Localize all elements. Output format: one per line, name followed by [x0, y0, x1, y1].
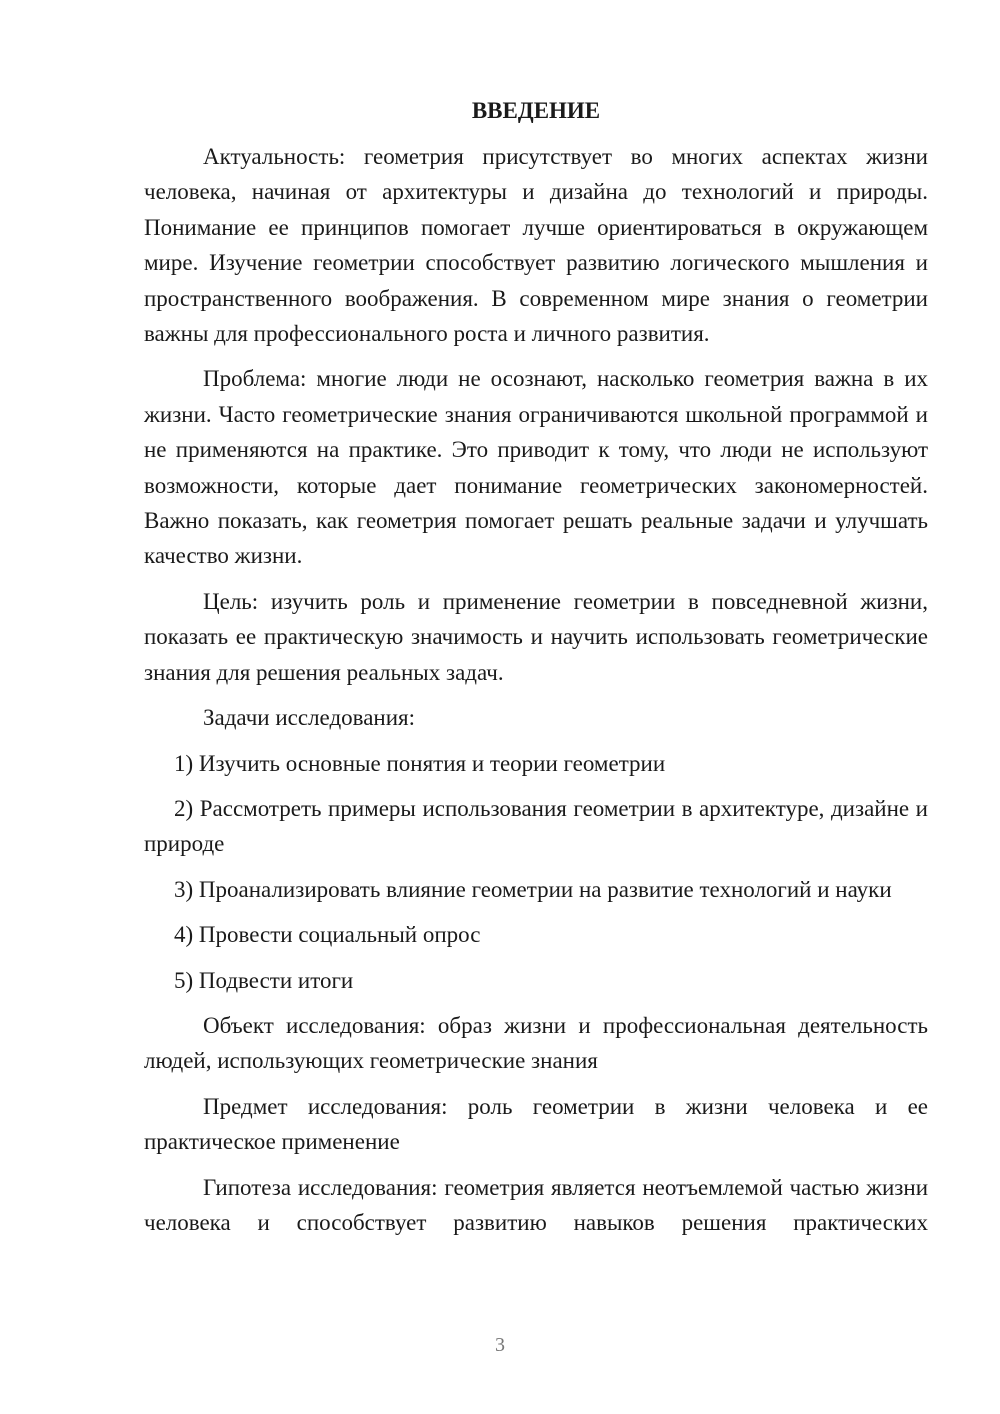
task-item-3: 3) Проанализировать влияние геометрии на развитие технологий и науки [174, 876, 892, 902]
subject-paragraph: Предмет исследования: роль геометрии в жизни человека и ее практическое применение [144, 1093, 928, 1155]
hypothesis-paragraph: Гипотеза исследования: геометрия является неотъемлемой частью жизни человека и способствует развитию навыков решения практических [144, 1174, 928, 1235]
relevance-paragraph: Актуальность: геометрия присутствует во многих аспектах жизни человека, начиная от архитектуры и дизайна до технологий и природы. Понимание ее принципов помогает лучше ориентироваться в окружающем мире. Изучение геометрии способствует развитию логического мышления и пространственного воображения. В современном мире знания о геометрии важны для профессионального роста и личного развития. [144, 144, 928, 347]
document-page [144, 96, 928, 1240]
task-item-2: 2) Рассмотреть примеры использования геометрии в архитектуре, дизайне и природе [144, 795, 928, 857]
page-number: 3 [495, 1334, 505, 1356]
object-paragraph: Объект исследования: образ жизни и профессиональная деятельность людей, использующих геометрические знания [144, 1012, 928, 1074]
task-item-5: 5) Подвести итоги [174, 967, 354, 993]
tasks-heading: Задачи исследования: [203, 705, 416, 731]
goal-paragraph: Цель: изучить роль и применение геометрии в повседневной жизни, показать ее практическую значимость и научить использовать геометрические знания для решения реальных задач. [144, 588, 928, 685]
section-title: ВВЕДЕНИЕ [471, 98, 601, 123]
task-item-1: 1) Изучить основные понятия и теории геометрии [174, 750, 666, 776]
problem-paragraph: Проблема: многие люди не осознают, насколько геометрия важна в их жизни. Часто геометрические знания ограничиваются школьной программой и не применяются на практике. Это приводит к тому, что люди не используют возможности, которые дает понимание геометрических закономерностей. Важно показать, как геометрия помогает решать реальные задачи и улучшать качество жизни. [144, 366, 928, 569]
task-item-4: 4) Провести социальный опрос [174, 922, 481, 948]
